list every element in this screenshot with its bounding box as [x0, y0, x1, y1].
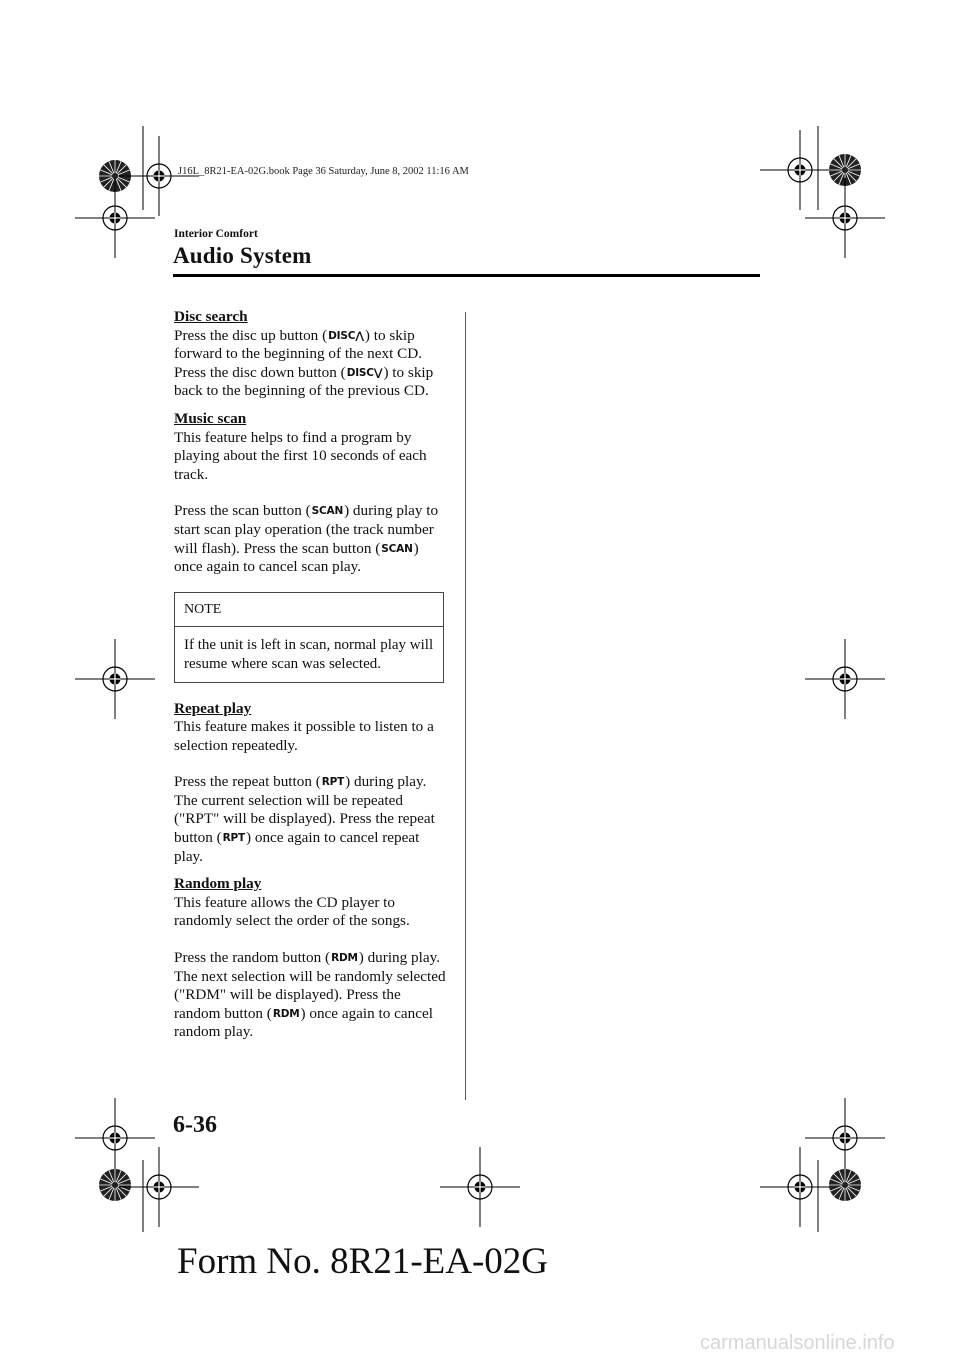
repeat-play-heading: Repeat play [174, 699, 252, 717]
random-button-icon: RDM [272, 1007, 300, 1020]
random-play-heading: Random play [174, 875, 262, 893]
crop-target-icon [119, 1147, 199, 1227]
music-scan-text: Press the scan button (SCAN) during play to start scan play operation (the track number will flash). Press the scan button (SCAN) once again to cancel scan play. [174, 502, 439, 576]
column-divider [465, 312, 466, 1100]
page-number: 6-36 [173, 1112, 217, 1138]
random-play-intro: This feature allows the CD player to randomly select the order of the songs. [174, 893, 410, 930]
book-info: J16L_8R21-EA-02G.book Page 36 Saturday, June 8, 2002 11:16 AM [178, 166, 469, 177]
watermark: carmanualsonline.info [700, 1332, 895, 1354]
repeat-button-icon: RPT [321, 776, 345, 789]
left-column [174, 308, 449, 1042]
note-box [174, 592, 444, 683]
crop-target-icon [805, 178, 885, 258]
music-scan-heading: Music scan [174, 409, 247, 427]
music-scan-intro: This feature helps to find a program by playing about the first 10 seconds of each track. [174, 428, 427, 483]
repeat-play-text: Press the repeat button (RPT) during play. The current selection will be repeated ("RPT" will be displayed). Press the repeat button (RPT) once again to cancel repeat play. [174, 773, 435, 865]
scan-button-icon: SCAN [311, 505, 344, 518]
repeat-button-icon: RPT [222, 832, 246, 845]
registration-wheel-icon [99, 1169, 131, 1201]
crop-target-icon [805, 639, 885, 719]
section-label: Interior Comfort [174, 228, 258, 240]
form-number: Form No. 8R21-EA-02G [177, 1241, 549, 1282]
crop-target-icon [760, 1147, 840, 1227]
note-body: If the unit is left in scan, normal play will resume where scan was selected. [184, 637, 434, 672]
crop-target-icon [75, 639, 155, 719]
scan-button-icon: SCAN [381, 542, 413, 555]
heading-rule [173, 274, 760, 277]
random-button-icon: RDM [331, 952, 358, 965]
crop-target-icon [805, 1098, 885, 1178]
disc-search-heading: Disc search [174, 308, 248, 325]
disc-search-text: Press the disc up button (DISC⋀) to skip forward to the beginning of the next CD. Press the disc down button (DISC⋁) to skip back to the beginning of the previous CD. [174, 326, 434, 400]
disc-up-button-icon: DISC⋀ [328, 329, 364, 342]
disc-down-button-icon: DISC⋁ [346, 366, 383, 379]
note-heading: NOTE [175, 593, 443, 628]
page-title: Audio System [173, 243, 312, 268]
crop-target-icon [440, 1147, 520, 1227]
random-play-text: Press the random button (RDM) during play. The next selection will be randomly selected ("RDM" will be displayed). Press the random button (RDM) once again to cancel random play. [174, 949, 446, 1041]
crop-target-icon [760, 130, 840, 210]
registration-wheel-icon [829, 1169, 861, 1201]
repeat-play-intro: This feature makes it possible to listen to a selection repeatedly. [174, 718, 434, 754]
